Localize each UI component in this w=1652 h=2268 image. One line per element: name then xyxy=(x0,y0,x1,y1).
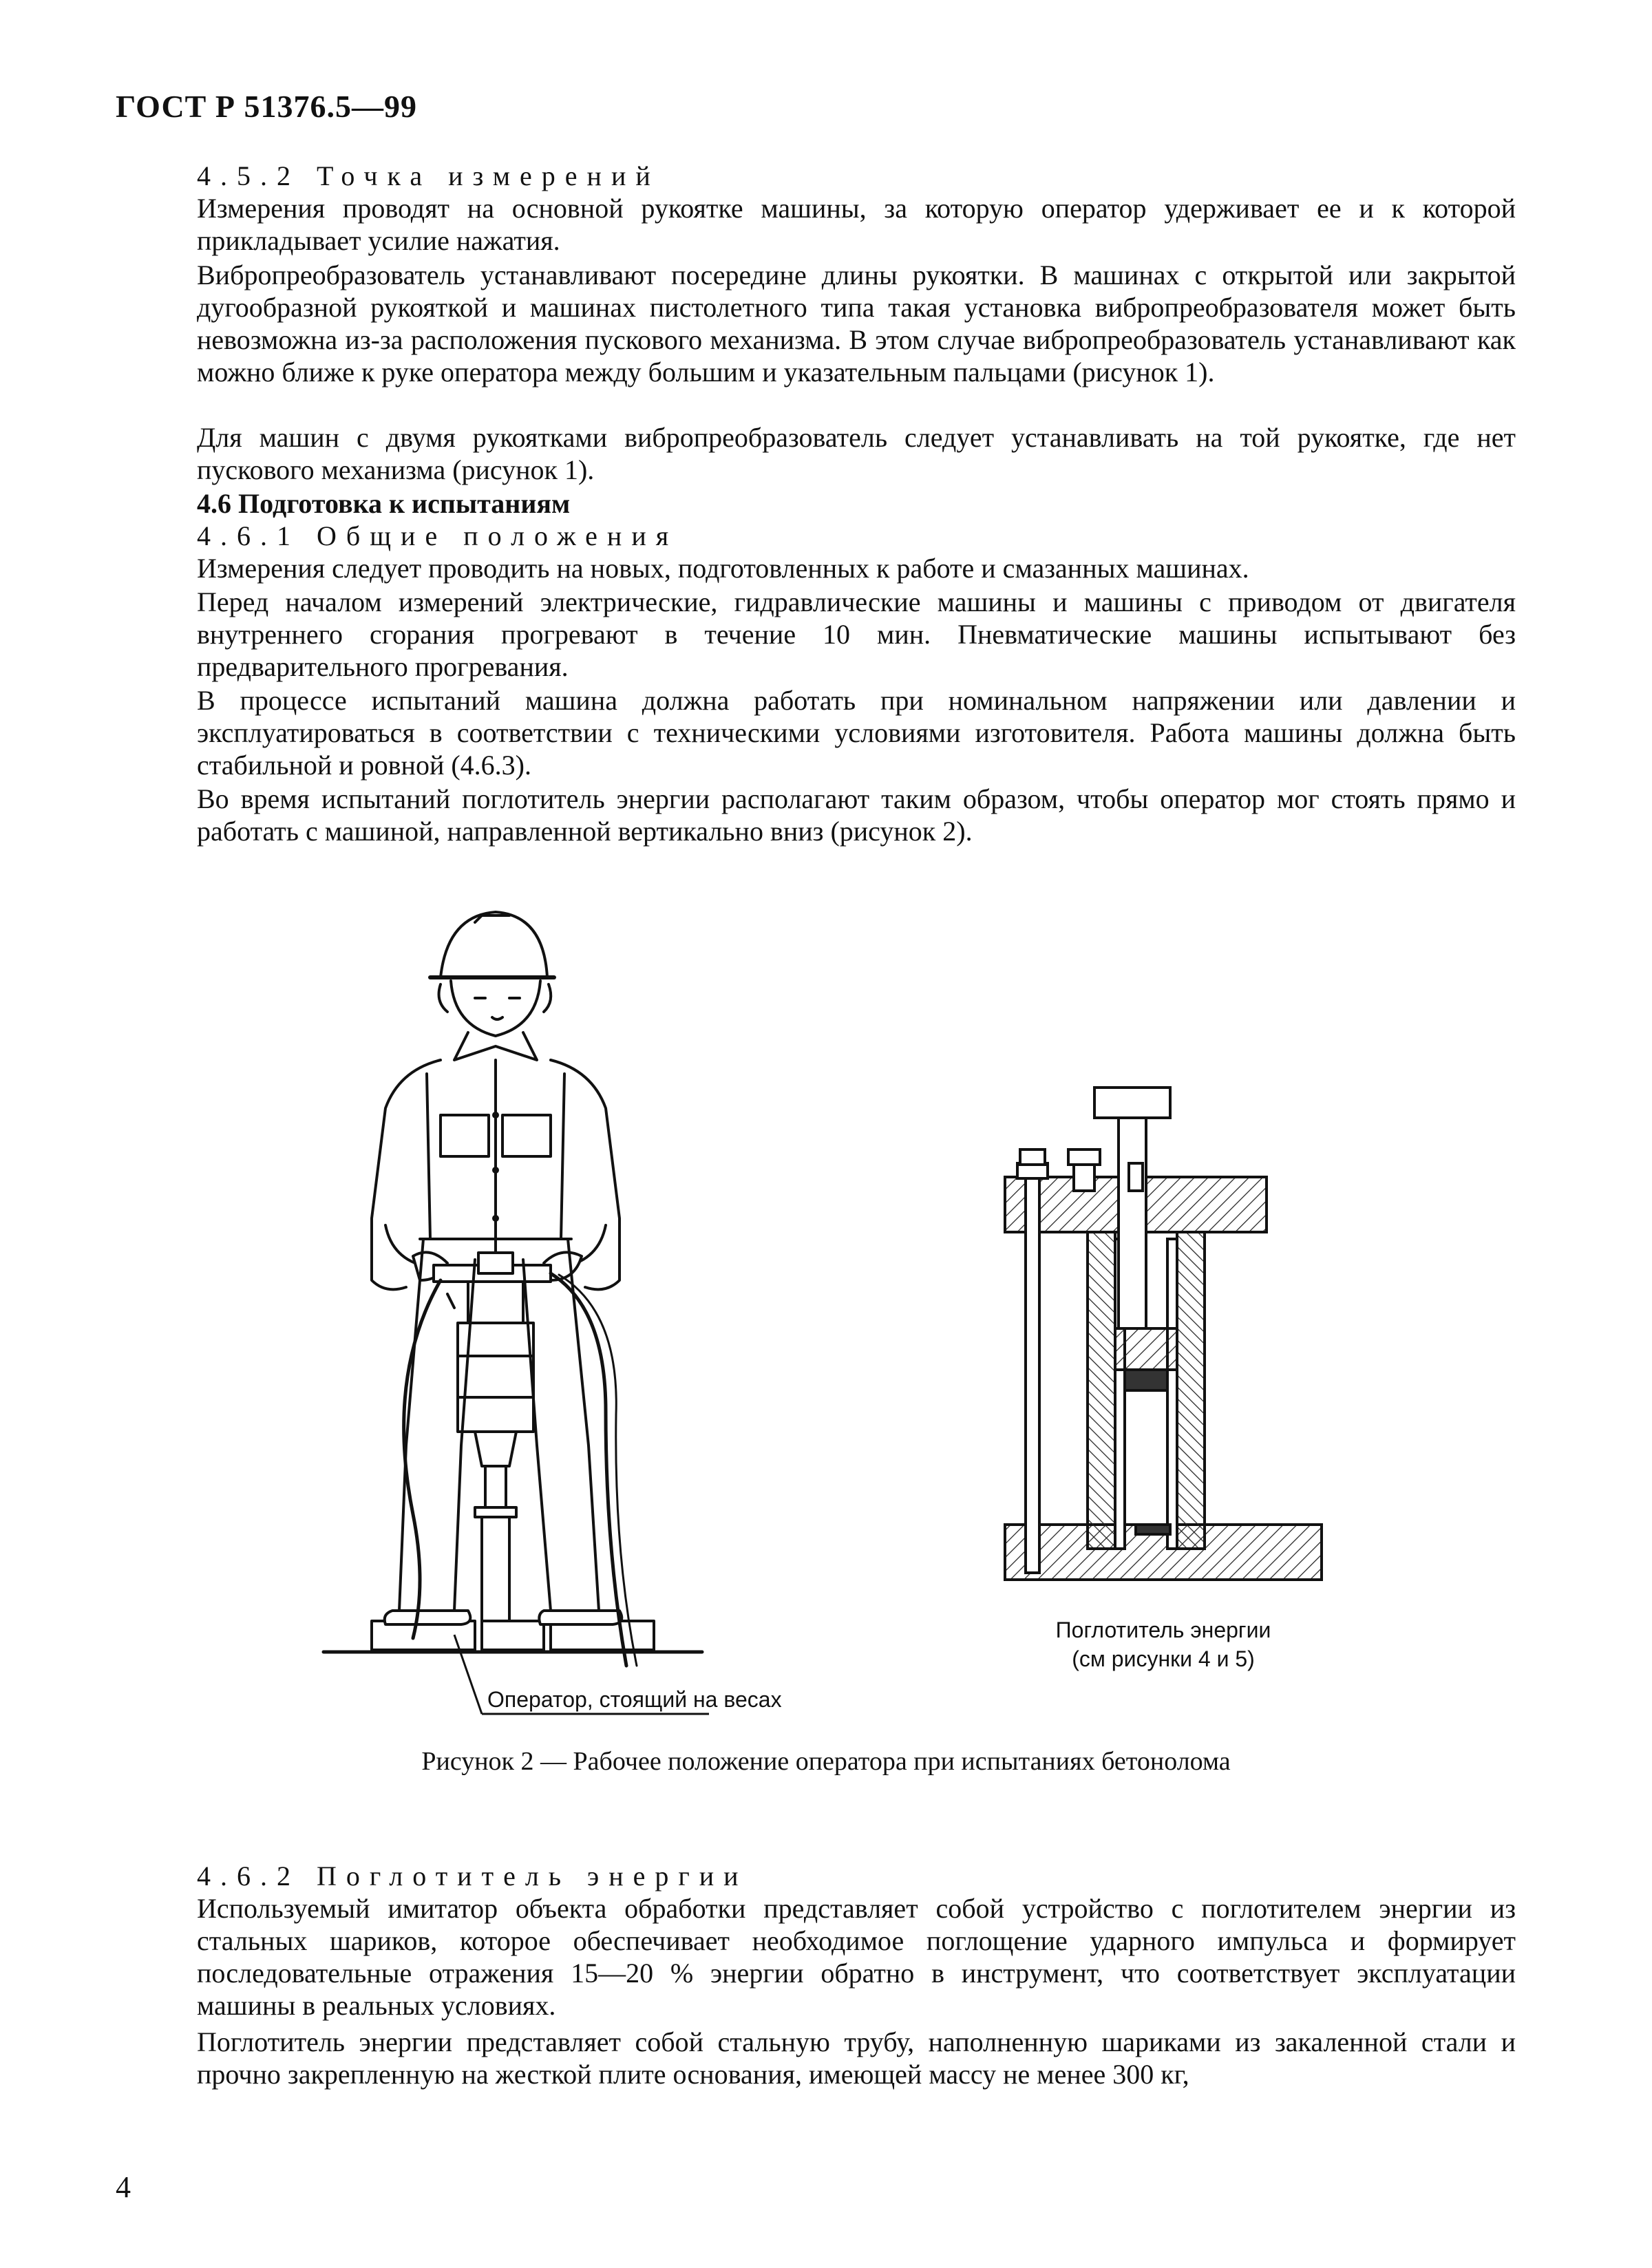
paragraph: Для машин с двумя рукоятками вибропреобразователь следует устанавливать на той рукоятке, где нет пускового механизма (рисунок 1). xyxy=(197,422,1516,485)
page-number: 4 xyxy=(116,2170,131,2204)
figure-caption: Рисунок 2 — Рабочее положение оператора при испытаниях бетонолома xyxy=(421,1747,1231,1776)
paragraph: Поглотитель энергии представляет собой стальную трубу, наполненную шариками из закаленной стали и прочно закрепленную на жесткой плите основания, имеющей массу не менее 300 кг, xyxy=(197,2026,1516,2090)
paragraph: Во время испытаний поглотитель энергии располагают таким образом, чтобы оператор мог стоять прямо и работать с машиной, направленной вертикально вниз (рисунок 2). xyxy=(197,783,1516,847)
section-title: 4.6.2 Поглотитель энергии xyxy=(197,1861,748,1891)
paragraph: Измерения следует проводить на новых, подготовленных к работе и смазанных машинах. xyxy=(197,553,1249,584)
section-4-6-2 xyxy=(197,1860,1516,2022)
section-4-5-2 xyxy=(197,160,1516,257)
paragraph-block xyxy=(197,421,1516,486)
section-title: 4.6.1 Общие положения xyxy=(197,520,679,551)
paragraph: Перед началом измерений электрические, гидравлические машины и машины с приводом от двигателя внутреннего сгорания прогревают в течение 10 мин. Пневматические машины испытывают без предварительного прогревания. xyxy=(197,586,1516,682)
paragraph-block xyxy=(197,2026,1516,2090)
paragraph-block xyxy=(197,586,1516,683)
paragraph-block xyxy=(197,684,1516,781)
section-title: 4.6 Подготовка к испытаниям xyxy=(197,488,571,519)
paragraph-block xyxy=(197,259,1516,388)
section-title: 4.5.2 Точка измерений xyxy=(197,160,660,191)
figure-2-illustration xyxy=(0,895,1652,1776)
section-4-6 xyxy=(197,487,1516,584)
energy-absorber-figure xyxy=(1005,1088,1322,1580)
paragraph-block xyxy=(197,783,1516,847)
operator-label: Оператор, стоящий на весах xyxy=(487,1687,782,1712)
paragraph: Измерения проводят на основной рукоятке машины, за которую оператор удерживает ее и к которой прикладывает усилие нажатия. xyxy=(197,193,1516,256)
document-header: ГОСТ Р 51376.5—99 xyxy=(116,89,417,124)
operator-figure xyxy=(324,912,702,1666)
absorber-label-line1: Поглотитель энергии xyxy=(1055,1618,1271,1642)
paragraph: Используемый имитатор объекта обработки представляет собой устройство с поглотителем энергии из стальных шариков, которое обеспечивает необходимое поглощение ударного импульса и формирует последовательные отражения 15—20 % энергии обратно в инструмент, что соответствует эксплуатации машины в реальных условиях. xyxy=(197,1893,1516,2021)
paragraph: В процессе испытаний машина должна работать при номинальном напряжении или давлении и эксплуатироваться в соответствии с техническими условиями изготовителя. Работа машины должна быть стабильной и ровной (4.6.3). xyxy=(197,685,1516,781)
paragraph: Вибропреобразователь устанавливают посередине длины рукоятки. В машинах с открытой или закрытой дугообразной рукояткой и машинах пистолетного типа такая установка вибропреобразователя может быть невозможна из-за расположения пускового механизма. В этом случае вибропреобразователь устанавливают как можно ближе к руке оператора между большим и указательным пальцами (рисунок 1). xyxy=(197,259,1516,388)
absorber-label-line2: (см рисунки 4 и 5) xyxy=(1072,1646,1255,1671)
